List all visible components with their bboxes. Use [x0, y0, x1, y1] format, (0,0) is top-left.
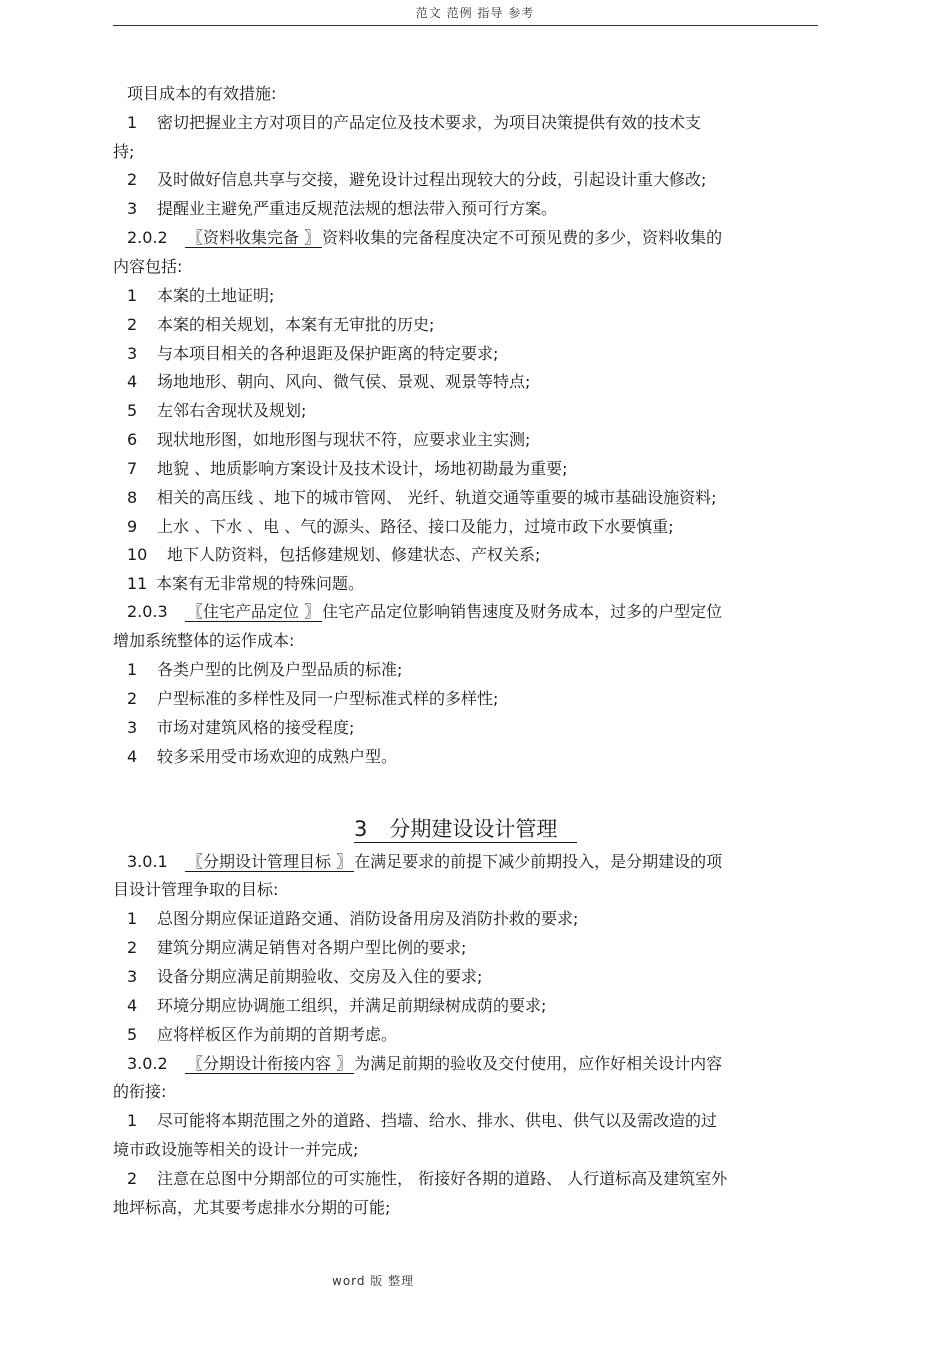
section-number: 2.0.2 — [127, 228, 168, 247]
item-number: 5 — [127, 1025, 138, 1044]
item-number: 1 — [127, 286, 138, 305]
item-number: 1 — [127, 113, 138, 132]
measure-item-2 — [127, 170, 706, 190]
item-text: 总图分期应保证道路交通、消防设备用房及消防扑救的要求; — [157, 909, 579, 928]
section-number: 3.0.2 — [127, 1054, 168, 1073]
section-number: 3.0.1 — [127, 852, 168, 871]
intro-line: 项目成本的有效措施: — [127, 84, 277, 103]
measure-item-1 — [127, 113, 701, 133]
section-3-0-2 — [127, 1054, 722, 1074]
item-text: 地貌 、地质影响方案设计及技术设计，场地初勘最为重要; — [157, 459, 568, 478]
list-item — [127, 488, 717, 508]
page-footer: word 版 整理 — [332, 1274, 415, 1288]
item-number: 3 — [127, 344, 138, 363]
section-title: 〖资料收集完备 〗 — [187, 228, 321, 247]
item-text: 左邻右舍现状及规划; — [157, 401, 307, 420]
item-number: 8 — [127, 488, 138, 507]
item-number: 2 — [127, 689, 138, 708]
item-text: 地下人防资料，包括修建规划、修建状态、产权关系; — [167, 545, 541, 564]
item-text: 设备分期应满足前期验收、交房及入住的要求; — [157, 967, 483, 986]
page-header: 范文 范例 指导 参考 — [415, 6, 535, 20]
item-number: 7 — [127, 459, 138, 478]
item-text: 市场对建筑风格的接受程度; — [157, 718, 355, 737]
list-item — [127, 660, 402, 680]
item-number: 10 — [127, 545, 148, 564]
section-2-0-2 — [127, 228, 722, 248]
item-number: 9 — [127, 517, 138, 536]
item-number: 3 — [127, 199, 138, 218]
item-text: 密切把握业主方对项目的产品定位及技术要求，为项目决策提供有效的技术支 — [157, 113, 702, 132]
item-number: 5 — [127, 401, 138, 420]
section-text: 住宅产品定位影响销售速度及财务成本，过多的户型定位 — [322, 602, 723, 621]
list-item — [127, 344, 498, 364]
section-number: 2.0.3 — [127, 602, 168, 621]
list-item — [127, 517, 674, 537]
list-item — [127, 1169, 727, 1189]
section-2-0-3 — [127, 602, 722, 622]
section-text: 资料收集的完备程度决定不可预见费的多少，资料收集的 — [322, 228, 723, 247]
section-2-0-3-cont: 增加系统整体的运作成本: — [113, 631, 295, 650]
item-text: 尽可能将本期范围之外的道路、挡墙、给水、排水、供电、供气以及需改造的过 — [157, 1111, 718, 1130]
item-text: 提醒业主避免严重违反规范法规的想法带入预可行方案。 — [157, 199, 558, 218]
measure-item-1-cont: 持; — [113, 142, 135, 161]
list-item — [127, 1111, 717, 1131]
item-number: 1 — [127, 660, 138, 679]
item-text: 较多采用受市场欢迎的成熟户型。 — [157, 747, 398, 766]
item-number: 2 — [127, 170, 138, 189]
item-text: 环境分期应协调施工组织，并满足前期绿树成荫的要求; — [157, 996, 547, 1015]
item-text: 户型标准的多样性及同一户型标准式样的多样性; — [157, 689, 499, 708]
item-text: 与本项目相关的各种退距及保护距离的特定要求; — [157, 344, 499, 363]
item-text: 本案的相关规划，本案有无审批的历史; — [157, 315, 435, 334]
section-3-0-1-cont: 目设计管理争取的目标: — [113, 880, 279, 899]
list-item-cont: 地坪标高，尤其要考虑排水分期的可能; — [113, 1198, 391, 1217]
measure-item-3 — [127, 199, 557, 219]
section-title: 〖分期设计管理目标 〗 — [187, 852, 353, 871]
list-item — [127, 401, 306, 421]
list-item-cont: 境市政设施等相关的设计一并完成; — [113, 1140, 359, 1159]
list-item — [127, 938, 466, 958]
list-item — [127, 286, 274, 306]
item-number: 3 — [127, 967, 138, 986]
item-text: 本案有无非常规的特殊问题。 — [156, 574, 365, 593]
section-title: 〖分期设计衔接内容 〗 — [187, 1054, 353, 1073]
list-item — [127, 967, 482, 987]
item-number: 1 — [127, 909, 138, 928]
item-text: 现状地形图，如地形图与现状不符，应要求业主实测; — [157, 430, 531, 449]
list-item — [127, 747, 397, 767]
item-text: 场地地形、朝向、风向、微气侯、景观、观景等特点; — [157, 372, 531, 391]
chapter-title: 分期建设设计管理 — [389, 817, 558, 841]
list-item — [127, 1025, 397, 1045]
item-text: 各类户型的比例及户型品质的标准; — [157, 660, 403, 679]
section-3-0-1 — [127, 852, 722, 872]
section-text: 在满足要求的前提下减少前期投入，是分期建设的项 — [354, 852, 723, 871]
item-number: 6 — [127, 430, 138, 449]
list-item — [127, 545, 540, 565]
item-text: 注意在总图中分期部位的可实施性， 衔接好各期的道路、 人行道标高及建筑室外 — [157, 1169, 728, 1188]
item-text: 本案的土地证明; — [157, 286, 275, 305]
item-text: 相关的高压线 、地下的城市管网、 光纤、轨道交通等重要的城市基础设施资料; — [157, 488, 717, 507]
item-number: 2 — [127, 1169, 138, 1188]
item-text: 及时做好信息共享与交接，避免设计过程出现较大的分歧，引起设计重大修改; — [157, 170, 707, 189]
item-number: 4 — [127, 996, 138, 1015]
chapter-number: 3 — [354, 817, 368, 841]
list-item — [127, 459, 567, 479]
item-number: 4 — [127, 372, 138, 391]
section-text: 为满足前期的验收及交付使用，应作好相关设计内容 — [354, 1054, 723, 1073]
list-item — [127, 315, 434, 335]
item-text: 应将样板区作为前期的首期考虑。 — [157, 1025, 398, 1044]
list-item — [127, 909, 578, 929]
item-text: 上水 、下水 、电 、气的源头、路径、接口及能力，过境市政下水要慎重; — [157, 517, 674, 536]
item-number: 2 — [127, 315, 138, 334]
section-3-0-2-cont: 的衔接: — [113, 1082, 167, 1101]
list-item — [127, 718, 354, 738]
item-number: 4 — [127, 747, 138, 766]
list-item — [127, 996, 546, 1016]
list-item — [127, 372, 530, 392]
item-number: 2 — [127, 938, 138, 957]
list-item — [127, 430, 530, 450]
chapter-heading — [354, 816, 577, 843]
section-2-0-2-cont: 内容包括: — [113, 257, 183, 276]
item-text: 建筑分期应满足销售对各期户型比例的要求; — [157, 938, 467, 957]
section-title: 〖住宅产品定位 〗 — [187, 602, 321, 621]
item-number: 11 — [127, 574, 148, 593]
list-item — [127, 574, 364, 594]
item-number: 1 — [127, 1111, 138, 1130]
list-item — [127, 689, 498, 709]
item-number: 3 — [127, 718, 138, 737]
